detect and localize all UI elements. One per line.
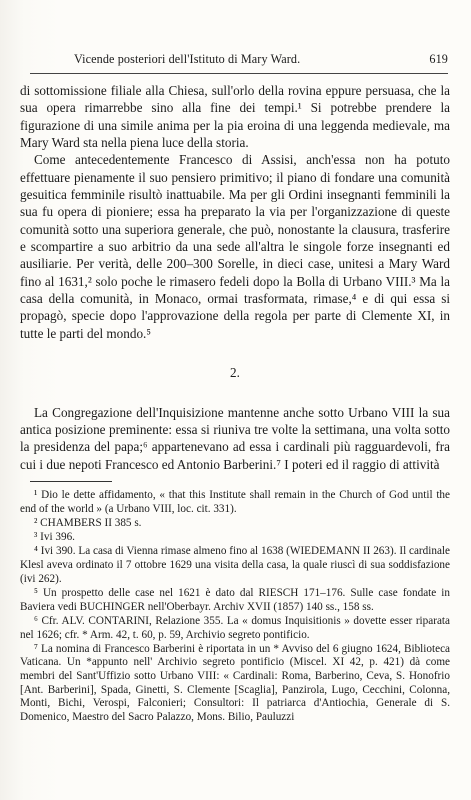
main-text bbox=[20, 82, 450, 473]
footnote-rule bbox=[30, 481, 112, 482]
footnotes bbox=[20, 489, 450, 725]
footnote-7: ⁷ La nomina di Francesco Barberini è riportata in un * Avviso del 6 giugno 1624, Biblioteca Vaticana. Un *appunto nell' Archivio segreto pontificio (Miscel. XI 42, p. 421) dà come membri del Sant'Uffizio sotto Urbano VIII: « Cardinali: Roma, Barberino, Ceva, S. Honofrio [Ant. Barberini], Spada, Ginetti, S. Clemente [Scaglia], Panzirola, Lugo, Cecchini, Colonna, Monti, Bichi, Verospi, Falconieri; Consultori: Il patriarca d'Antiochia, Generale di S. Domenico, Maestro del Sacro Palazzo, Mons. Bilio, Pauluzzi bbox=[20, 642, 450, 724]
footnote-5: ⁵ Un prospetto delle case nel 1621 è dato dal RIESCH 171–176. Sulle case fondate in Baviera vedi BUCHINGER nell'Oberbayr. Archiv XVII (1857) 140 ss., 158 ss. bbox=[20, 586, 450, 613]
footnote-2: ² CHAMBERS II 385 s. bbox=[34, 516, 142, 529]
footnote-4: ⁴ Ivi 390. La casa di Vienna rimase almeno fino al 1638 (WIEDEMANN II 263). Il cardinale Klesl aveva ordinato il 7 ottobre 1629 una visita della casa, la quale riuscì di sua soddisfazione (ivi 262). bbox=[20, 545, 450, 585]
section-number: 2. bbox=[230, 365, 240, 381]
footnote-6: ⁶ Cfr. ALV. CONTARINI, Relazione 355. La « domus Inquisitionis » dovette esser riparata nel 1626; cfr. * Arm. 42, t. 60, p. 59, Archivio segreto pontificio. bbox=[20, 614, 450, 641]
footnote-1: ¹ Dio le dette affidamento, « that this Institute shall remain in the Church of God until the end of the world » (a Urbano VIII, loc. cit. 331). bbox=[20, 489, 450, 515]
running-head bbox=[30, 52, 448, 70]
header-rule bbox=[30, 73, 448, 74]
footnote-3: ³ Ivi 396. bbox=[34, 531, 75, 544]
page-number: 619 bbox=[429, 52, 448, 66]
paragraph-1: di sottomissione filiale alla Chiesa, sull'orlo della rovina eppure persuasa, che la sua opera rimarrebbe sino alla fine dei tempi.¹ Si potrebbe prendere la figurazione di una simile anima per la pia eroina di una leggenda medievale, ma Mary Ward sta nella piena luce della storia. bbox=[20, 83, 450, 151]
paragraph-3: La Congregazione dell'Inquisizione mantenne anche sotto Urbano VIII la sua antica posizione preminente: essa si riuniva tre volte la settimana, una volta sotto la presidenza del papa;⁶ appartenevano ad essa i cardinali più ragguardevoli, fra cui i due nepoti Francesco ed Antonio Barberini.⁷ I poteri ed il raggio di attività bbox=[20, 404, 450, 472]
running-title: Vicende posteriori dell'Istituto di Mary Ward. bbox=[74, 52, 301, 66]
paragraph-2: Come antecedentemente Francesco di Assisi, anch'essa non ha potuto effettuare pienamente il suo pensiero primitivo; il piano di fondare una comunità gesuitica femminile risultò inattuabile. Ma per gli Ordini insegnanti femminili la sua fu opera di pioniere; essa ha preparato la via per l'organizzazione di queste comunità sotto una superiora generale, che può, nonostante la clausura, trasferire e scompartire a suo arbitrio da una sede all'altra le singole forze insegnanti ed ausiliarie. Per verità, delle 200–300 Sorelle, in dieci case, unitesi a Mary Ward fino al 1631,² solo poche le rimasero fedeli dopo la Bolla di Urbano VIII.³ Ma la casa della comunità, in Monaco, ormai trasformata, rimase,⁴ e di qui essa si propagò, specie dopo l'approvazione della regola per parte di Clemente XI, in tutte le parti del mondo.⁵ bbox=[20, 152, 450, 341]
